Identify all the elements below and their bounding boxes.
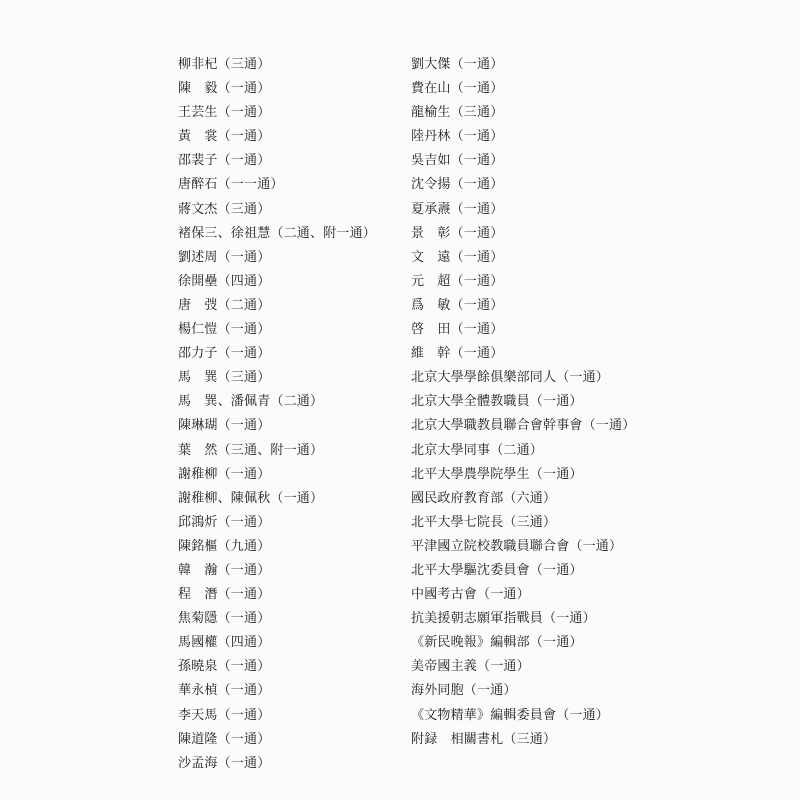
correspondent-entry: 華永楨（一通） (178, 683, 271, 699)
correspondent-entry: 馬國權（四通） (178, 635, 271, 651)
correspondent-entry: 蔣文杰（三通） (178, 201, 271, 217)
correspondent-entry: 馬 巽、潘佩青（二通） (178, 394, 324, 410)
left-column (178, 53, 376, 776)
right-column (411, 53, 635, 752)
correspondent-entry: 陸丹林（一通） (411, 129, 504, 145)
correspondent-entry: 北京大學學餘俱樂部同人（一通） (411, 370, 610, 386)
correspondent-entry: 劉述周（一通） (178, 249, 271, 265)
correspondent-entry: 北平大學驅沈委員會（一通） (411, 562, 583, 578)
correspondent-entry: 邵裴子（一通） (178, 153, 271, 169)
correspondent-entry: 謝稚柳、陳佩秋（一通） (178, 490, 324, 506)
correspondent-entry: 《文物精華》編輯委員會（一通） (411, 707, 610, 723)
correspondent-entry: 夏承燾（一通） (411, 201, 504, 217)
correspondent-entry: 北京大學同事（二通） (411, 442, 544, 458)
correspondent-entry: 邱鴻炘（一通） (178, 514, 271, 530)
correspondent-entry: 龍榆生（三通） (411, 105, 504, 121)
correspondent-entry: 韓 瀚（一通） (178, 562, 271, 578)
correspondent-entry: 王芸生（一通） (178, 105, 271, 121)
correspondent-entry: 啓 田（一通） (411, 322, 504, 338)
correspondent-entry: 中國考古會（一通） (411, 587, 530, 603)
correspondent-entry: 北京大學全體教職員（一通） (411, 394, 583, 410)
correspondent-entry: 孫曉泉（一通） (178, 659, 271, 675)
correspondent-entry: 陳琳瑚（一通） (178, 418, 271, 434)
correspondent-entry: 附録 相關書札（三通） (411, 731, 557, 747)
correspondent-entry: 費在山（一通） (411, 81, 504, 97)
correspondent-entry: 唐醉石（一一通） (178, 177, 284, 193)
correspondent-entry: 美帝國主義（一通） (411, 659, 530, 675)
correspondent-entry: 徐開壘（四通） (178, 273, 271, 289)
correspondent-entry: 《新民晚報》編輯部（一通） (411, 635, 583, 651)
correspondent-entry: 陳 毅（一通） (178, 81, 271, 97)
correspondent-entry: 馬 巽（三通） (178, 370, 271, 386)
correspondent-entry: 抗美援朝志願軍指戰員（一通） (411, 611, 596, 627)
correspondent-entry: 陳道隆（一通） (178, 731, 271, 747)
correspondent-entry: 陳銘樞（九通） (178, 538, 271, 554)
correspondent-entry: 楊仁愷（一通） (178, 322, 271, 338)
correspondent-entry: 褚保三、徐祖慧（二通、附一通） (178, 225, 377, 241)
correspondent-entry: 柳非杞（三通） (178, 57, 271, 72)
correspondent-entry: 北平大學農學院學生（一通） (411, 466, 583, 482)
correspondent-entry: 維 幹（一通） (411, 346, 504, 362)
correspondent-entry: 元 超（一通） (411, 273, 504, 289)
correspondent-entry: 爲 敏（一通） (411, 297, 504, 313)
correspondent-entry: 沙孟海（一通） (178, 755, 271, 771)
correspondent-entry: 黃 裳（一通） (178, 129, 271, 145)
correspondent-entry: 程 潛（一通） (178, 587, 271, 603)
correspondent-entry: 景 彰（一通） (411, 225, 504, 241)
correspondent-entry: 國民政府教育部（六通） (411, 490, 557, 506)
correspondent-entry: 北平大學七院長（三通） (411, 514, 557, 530)
correspondent-entry: 沈令揚（一通） (411, 177, 504, 193)
correspondent-entry: 李天馬（一通） (178, 707, 271, 723)
correspondent-entry: 邵力子（一通） (178, 346, 271, 362)
correspondent-entry: 劉大傑（一通） (411, 57, 504, 72)
correspondent-entry: 北京大學職教員聯合會幹事會（一通） (411, 418, 636, 434)
correspondent-entry: 文 遠（一通） (411, 249, 504, 265)
correspondent-entry: 謝稚柳（一通） (178, 466, 271, 482)
correspondent-entry: 葉 然（三通、附一通） (178, 442, 324, 458)
correspondent-entry: 海外同胞（一通） (411, 683, 517, 699)
correspondent-entry: 焦菊隱（一通） (178, 611, 271, 627)
correspondent-entry: 唐 弢（二通） (178, 297, 271, 313)
correspondent-entry: 吳吉如（一通） (411, 153, 504, 169)
correspondent-entry: 平津國立院校教職員聯合會（一通） (411, 538, 623, 554)
